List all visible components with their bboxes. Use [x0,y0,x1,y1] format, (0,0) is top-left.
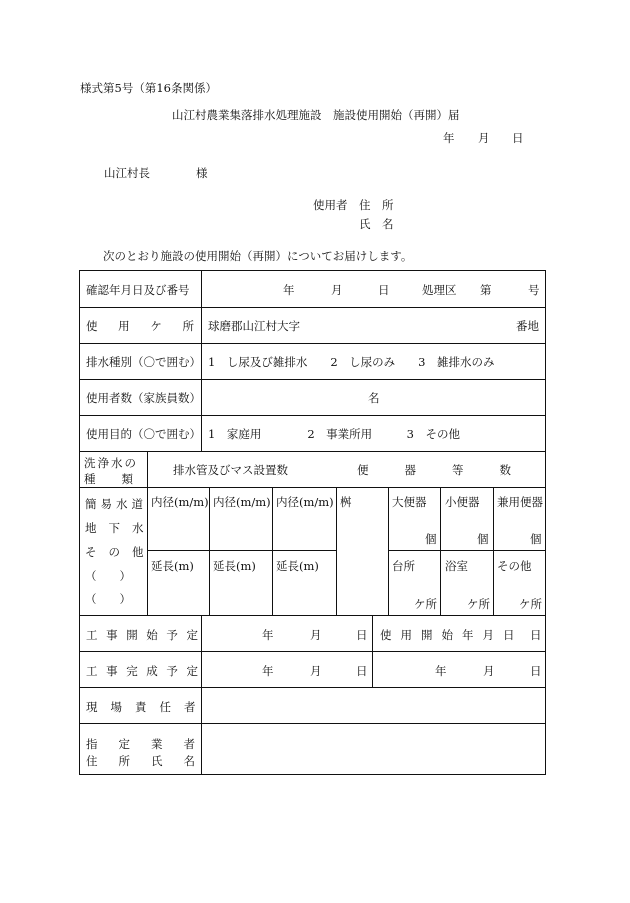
document-title: 山江村農業集落排水処理施設 施設使用開始（再開）届 [172,108,460,122]
masu-label: 桝 [340,495,352,509]
inner-diameter-2: 内径(m/m) [213,495,271,509]
kitchen-unit: ケ所 [414,597,437,611]
source-groundwater: 地下水 [85,521,156,535]
purpose-options: 1 家庭用 2 事業所用 3 その他 [208,427,460,441]
fixture-header: 便器等数 [357,463,547,477]
start-day: 日 [356,628,368,642]
confirm-month: 月 [331,283,343,297]
use-start-day-2: 日 [530,664,542,678]
use-start-label: 使用開始年月日 [380,628,524,642]
use-start-year: 年 [435,664,447,678]
complete-day: 日 [356,664,368,678]
kitchen-label: 台所 [392,559,415,573]
other-label: その他 [497,559,532,573]
supervisor-label: 現場責任者 [86,700,209,714]
toilet-small-unit: 個 [477,532,489,546]
location-label: 使 用 ケ 所 [86,319,194,333]
contractor-label-2: 住所氏名 [86,754,216,768]
users-unit: 名 [368,391,380,405]
toilet-small-label: 小便器 [445,495,480,509]
drain-type-label: 排水種別（〇で囲む） [86,355,201,369]
length-2: 延長(m) [213,559,256,573]
complete-month: 月 [310,664,322,678]
name-label: 氏 名 [359,217,394,231]
source-paren-1: （ ） [85,569,131,583]
form-number: 様式第5号（第16条関係） [80,81,217,95]
confirm-label: 確認年月日及び番号 [86,283,190,297]
confirm-year: 年 [283,283,295,297]
addressee-suffix: 様 [196,166,208,180]
drain-type-options: 1 し尿及び雑排水 2 し尿のみ 3 雑排水のみ [208,355,495,369]
source-paren-2: （ ） [85,592,131,606]
start-month: 月 [310,628,322,642]
complete-year: 年 [262,664,274,678]
construction-complete-label: 工事完成予定 [86,664,207,678]
users-label: 使用者数（家族員数） [86,391,201,405]
length-3: 延長(m) [276,559,319,573]
date-year-label: 年 [443,131,455,145]
date-day-label: 日 [512,131,524,145]
location-suffix: 番地 [516,319,539,333]
district-label: 処理区 [422,283,457,297]
source-other: その他 [85,545,156,559]
address-label: 住 所 [359,198,394,212]
number-suffix: 号 [528,283,540,297]
source-simple-water: 簡易水道 [85,497,147,511]
toilet-dual-label: 兼用便器 [497,495,543,509]
intro-text: 次のとおり施設の使用開始（再開）についてお届けします。 [103,249,413,263]
use-start-month: 月 [483,664,495,678]
purpose-label: 使用目的（〇で囲む） [86,427,201,441]
addressee: 山江村長 [104,166,150,180]
date-month-label: 月 [478,131,490,145]
length-1: 延長(m) [151,559,194,573]
pipe-header: 排水管及びマス設置数 [173,463,288,477]
location-value: 球磨郡山江村大字 [208,319,300,333]
use-start-day: 日 [530,628,542,642]
bath-unit: ケ所 [467,597,490,611]
toilet-large-unit: 個 [425,532,437,546]
water-source-label-1: 洗浄水の [84,456,138,470]
inner-diameter-1: 内径(m/m) [151,495,209,509]
start-year: 年 [262,628,274,642]
inner-diameter-3: 内径(m/m) [276,495,334,509]
confirm-day: 日 [378,283,390,297]
water-source-label-2: 種類 [84,472,159,486]
toilet-large-label: 大便器 [392,495,427,509]
construction-start-label: 工事開始予定 [86,628,207,642]
contractor-label-1: 指定業者 [86,737,216,751]
user-label: 使用者 [313,198,348,212]
other-unit: ケ所 [519,597,542,611]
toilet-dual-unit: 個 [530,532,542,546]
number-prefix: 第 [480,283,492,297]
bath-label: 浴室 [445,559,468,573]
